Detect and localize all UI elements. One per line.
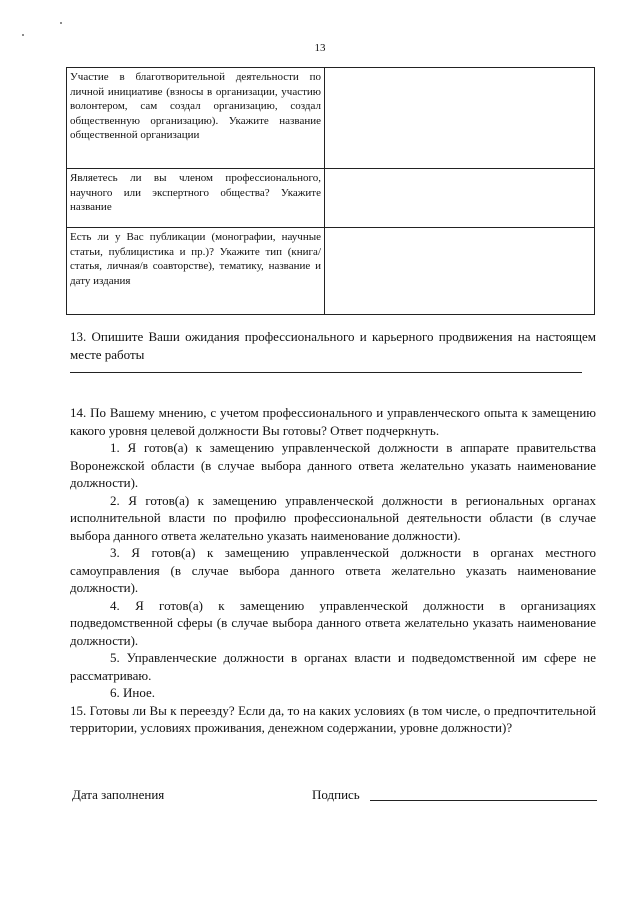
- signature-line[interactable]: [370, 800, 597, 801]
- question-cell-charity: Участие в благотворительной деятельности по личной инициативе (взносы в организации, участию волонтером, сам создал организацию, создал общественную организацию). Укажите название общественной организации: [67, 68, 325, 169]
- option-5[interactable]: 5. Управленческие должности в органах власти и подведомственной им сфере не рассматриваю.: [70, 650, 596, 683]
- option-6[interactable]: 6. Иное.: [110, 685, 156, 700]
- page-number: 13: [314, 42, 326, 54]
- table-row: [67, 68, 595, 169]
- answer-cell-publications[interactable]: [325, 228, 595, 315]
- question-cell-publications: Есть ли у Вас публикации (монографии, научные статьи, публицистика и пр.)? Укажите тип (книга/статья, личная/в соавторстве), тематику, название и дату издания: [67, 228, 325, 315]
- question-13: [70, 328, 596, 363]
- answer-cell-society[interactable]: [325, 169, 595, 228]
- answer-cell-charity[interactable]: [325, 68, 595, 169]
- option-2[interactable]: 2. Я готов(а) к замещению управленческой должности в региональных органах исполнительной власти по профилю профессиональной деятельности области (в случае выбора данного ответа желательно указать наименование должности).: [70, 492, 596, 543]
- date-label: Дата заполнения: [72, 787, 165, 802]
- scan-speck: [22, 34, 24, 36]
- table-row: [67, 169, 595, 228]
- table-row: [67, 228, 595, 315]
- question-14-text: 14. По Вашему мнению, с учетом профессионального и управленческого опыта к замещению какого уровня целевой должности Вы готовы? Ответ подчеркнуть.: [70, 405, 596, 438]
- option-1[interactable]: 1. Я готов(а) к замещению управленческой должности в аппарате правительства Воронежской области (в случае выбора данного ответа желательно указать наименование должности).: [70, 440, 596, 490]
- option-4[interactable]: 4. Я готов(а) к замещению управленческой должности в организациях подведомственной сферы (в случае выбора данного ответа желательно указать наименование должности).: [70, 597, 596, 648]
- option-3[interactable]: 3. Я готов(а) к замещению управленческой должности в органах местного самоуправления (в случае выбора данного ответа желательно указать наименование должности).: [70, 545, 596, 595]
- question-14: [70, 404, 596, 737]
- question-15-text: 15. Готовы ли Вы к переезду? Если да, то на каких условиях (в том числе, о предпочтительной территории, условиях проживания, денежном содержании, уровне должности)?: [70, 702, 596, 735]
- question-cell-society: Являетесь ли вы членом профессионального, научного или экспертного общества? Укажите название: [67, 169, 325, 228]
- answer-line-13[interactable]: [70, 372, 582, 373]
- question-13-text: 13. Опишите Ваши ожидания профессионального и карьерного продвижения на настоящем месте работы: [70, 329, 596, 362]
- signature-label: Подпись: [312, 787, 360, 802]
- scan-speck: [60, 22, 62, 24]
- questionnaire-table: [66, 67, 595, 315]
